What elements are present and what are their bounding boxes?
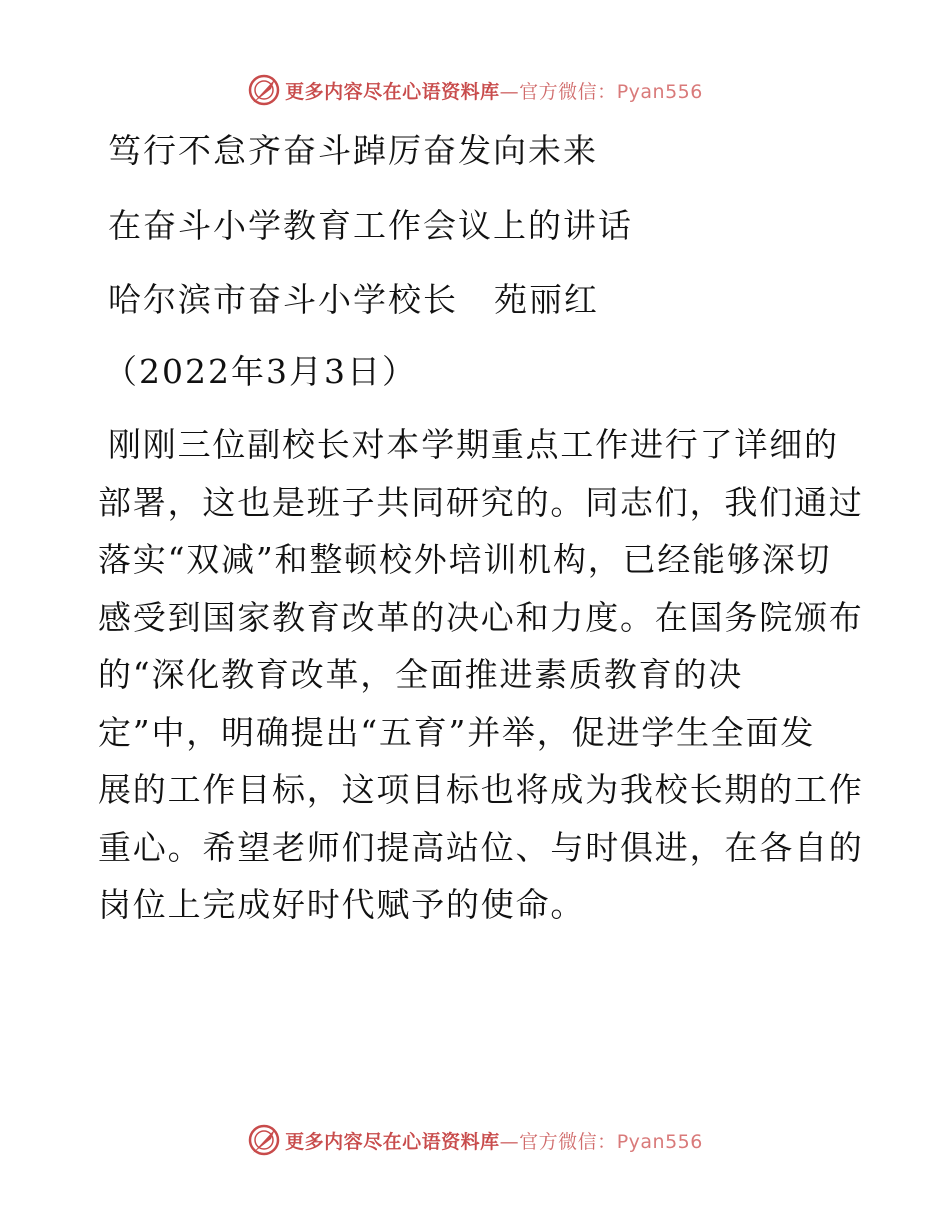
document-date: （2022年3月3日） bbox=[104, 352, 417, 391]
document-title: 笃行不怠齐奋斗踔厉奋发向未来 bbox=[108, 131, 598, 170]
watermark-text bbox=[285, 77, 703, 104]
watermark-wechat: 官方微信： bbox=[519, 80, 617, 103]
speaker-line bbox=[108, 274, 599, 321]
watermark-text bbox=[285, 1127, 703, 1154]
body-line: 部署，这也是班子共同研究的。同志们，我们通过 bbox=[98, 482, 864, 522]
body-line: 感受到国家教育改革的决心和力度。在国务院颁布 bbox=[98, 597, 864, 637]
watermark-id: Pyan556 bbox=[616, 1130, 703, 1153]
quill-logo-icon bbox=[247, 73, 281, 107]
body-line: 落实“双减”和整顿校外培训机构，已经能够深切 bbox=[98, 540, 832, 579]
speech-body bbox=[98, 416, 864, 934]
footer-watermark bbox=[0, 1120, 950, 1160]
watermark-separator: — bbox=[499, 80, 520, 103]
body-line: 岗位上完成好时代赋予的使命。 bbox=[98, 885, 586, 924]
body-line: 刚刚三位副校长对本学期重点工作进行了详细的 bbox=[108, 425, 839, 464]
document-subtitle: 在奋斗小学教育工作会议上的讲话 bbox=[108, 206, 633, 245]
watermark-brand: 更多内容尽在心语资料库 bbox=[285, 80, 500, 103]
watermark-id: Pyan556 bbox=[616, 80, 703, 103]
body-line: 重心。希望老师们提高站位、与时俱进，在各自的 bbox=[98, 827, 864, 867]
body-line: 展的工作目标，这项目标也将成为我校长期的工作 bbox=[98, 770, 864, 809]
watermark-brand: 更多内容尽在心语资料库 bbox=[285, 1130, 500, 1153]
quill-logo-icon bbox=[247, 1123, 281, 1157]
speaker-name: 苑丽红 bbox=[494, 280, 599, 319]
speaker-title: 哈尔滨市奋斗小学校长 bbox=[108, 280, 458, 319]
header-watermark bbox=[0, 70, 950, 110]
watermark-wechat: 官方微信： bbox=[519, 1130, 617, 1153]
body-line: 的“深化教育改革，全面推进素质教育的决 bbox=[98, 655, 744, 694]
body-line: 定”中，明确提出“五育”并举，促进学生全面发 bbox=[98, 712, 816, 752]
watermark-separator: — bbox=[499, 1130, 520, 1153]
